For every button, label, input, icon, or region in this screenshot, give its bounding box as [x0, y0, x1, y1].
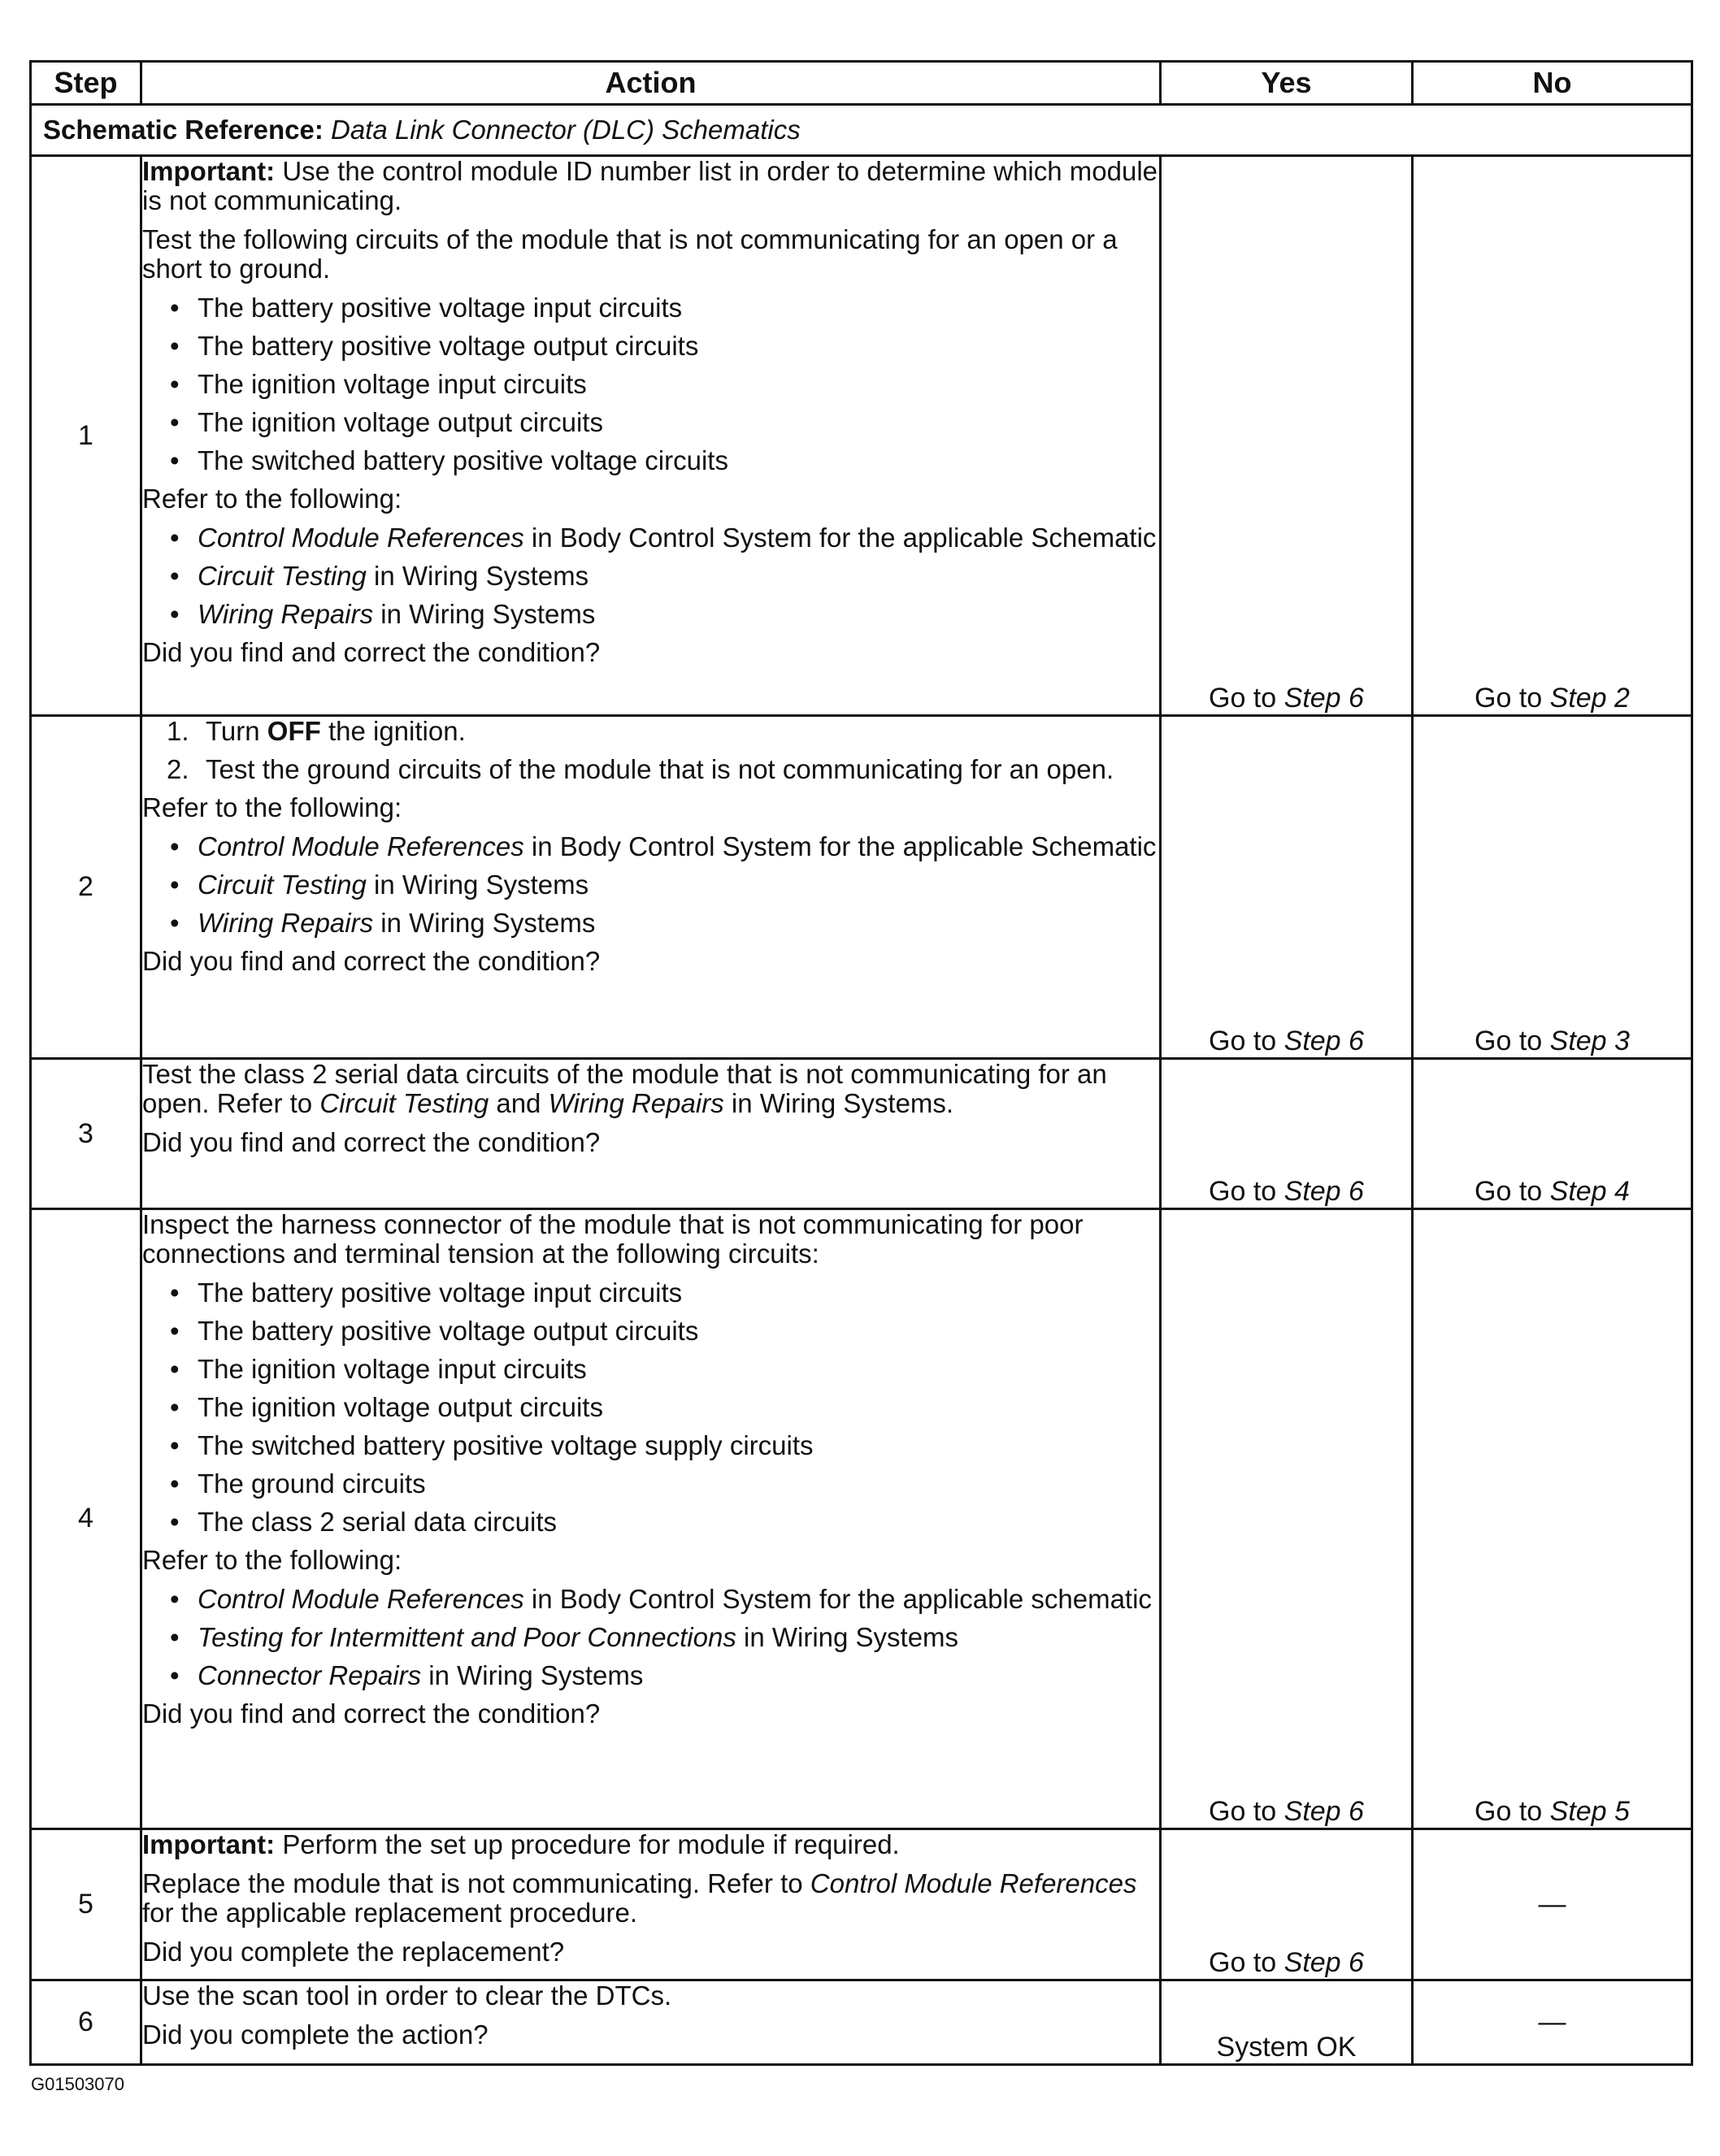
- no-cell: [1413, 156, 1692, 716]
- table-row: [31, 1980, 1692, 2064]
- refer-text: Refer to the following:: [142, 1544, 402, 1575]
- action-text-part: Test the class 2 serial data circuits of the module that is not communicating for an open. Refer to: [142, 1059, 1107, 1119]
- list-item: • The class 2 serial data circuits: [170, 1507, 1159, 1537]
- item-number: 1.: [167, 715, 189, 746]
- step-action: [141, 1980, 1161, 2064]
- reference-list: [142, 523, 1159, 629]
- action-text-part: and: [489, 1088, 549, 1119]
- reference-title: Wiring Repairs: [198, 907, 374, 938]
- no-cell: [1413, 715, 1692, 1059]
- reference-title: Control Module References: [810, 1868, 1137, 1898]
- list-item: [170, 1661, 1159, 1690]
- list-item: • The ignition voltage output circuits: [170, 1393, 1159, 1422]
- no-cell: —: [1413, 1828, 1692, 1980]
- reference-rest: in Wiring Systems: [366, 561, 589, 592]
- step-number: 5: [31, 1828, 141, 1980]
- action-text: [142, 1060, 1159, 1118]
- goto-target: Step 6: [1283, 1946, 1364, 1978]
- numbered-list: [142, 717, 1159, 784]
- diagnostic-table: [29, 60, 1693, 2066]
- list-item: • The ignition voltage input circuits: [170, 370, 1159, 399]
- list-item: [170, 1623, 1159, 1652]
- question-text: Did you find and correct the condition?: [142, 637, 601, 668]
- item-text: the ignition.: [320, 715, 466, 746]
- important-text: Use the control module ID number list in order to determine which module is not communicating.: [142, 156, 1158, 216]
- step-number: 4: [31, 1208, 141, 1828]
- table-row: [31, 715, 1692, 1059]
- goto-target: Step 4: [1549, 1175, 1630, 1207]
- action-text-part: in Wiring Systems.: [723, 1088, 954, 1119]
- yes-cell: [1161, 1059, 1413, 1208]
- reference-title: Circuit Testing: [198, 869, 367, 900]
- question-text: Did you complete the action?: [142, 2019, 489, 2050]
- table-row: [31, 1208, 1692, 1828]
- schematic-reference-value: Data Link Connector (DLC) Schematics: [331, 115, 801, 145]
- goto-target: Step 6: [1283, 1026, 1364, 1057]
- goto-prefix: Go to: [1209, 1175, 1284, 1207]
- item-text: Turn: [206, 715, 267, 746]
- goto-prefix: Go to: [1475, 1175, 1550, 1207]
- important-label: Important:: [142, 1828, 276, 1859]
- important-label: Important:: [142, 156, 276, 187]
- action-text-part: for the applicable replacement procedure.: [142, 1897, 638, 1928]
- important-note: [142, 1830, 1159, 1859]
- list-item: • The battery positive voltage output circuits: [170, 1317, 1159, 1346]
- goto-prefix: Go to: [1475, 1795, 1550, 1827]
- list-item: • The ground circuits: [170, 1469, 1159, 1499]
- list-item: [170, 832, 1159, 861]
- list-item: • The ignition voltage output circuits: [170, 408, 1159, 437]
- question-text: Did you find and correct the condition?: [142, 1698, 601, 1729]
- reference-list: [142, 1585, 1159, 1690]
- action-text: Use the scan tool in order to clear the DTCs.: [142, 1980, 672, 2011]
- step-action: [141, 1208, 1161, 1828]
- step-number: 3: [31, 1059, 141, 1208]
- goto-prefix: Go to: [1475, 682, 1550, 714]
- yes-cell: [1161, 156, 1413, 716]
- circuit-list: [142, 1278, 1159, 1537]
- refer-text: Refer to the following:: [142, 484, 402, 514]
- goto-target: Step 6: [1283, 1175, 1364, 1207]
- step-number: 2: [31, 715, 141, 1059]
- item-bold: OFF: [267, 715, 321, 746]
- list-item: [170, 1585, 1159, 1614]
- list-item: [170, 909, 1159, 938]
- reference-list: [142, 832, 1159, 938]
- yes-cell: System OK: [1161, 1980, 1413, 2064]
- list-item: [170, 523, 1159, 553]
- step-number: 6: [31, 1980, 141, 2064]
- action-intro: Test the following circuits of the module that is not communicating for an open or a short to ground.: [142, 224, 1118, 284]
- reference-title: Control Module References: [198, 831, 524, 861]
- reference-title: Wiring Repairs: [198, 599, 374, 630]
- action-text-part: Replace the module that is not communicating. Refer to: [142, 1868, 810, 1898]
- header-step: Step: [31, 62, 141, 105]
- item-text: Test the ground circuits of the module that is not communicating for an open.: [206, 753, 1114, 784]
- table-row: [31, 1828, 1692, 1980]
- step-number: 1: [31, 156, 141, 716]
- reference-title: Connector Repairs: [198, 1659, 422, 1690]
- header-action: Action: [141, 62, 1161, 105]
- reference-title: Control Module References: [198, 1583, 524, 1614]
- no-cell: [1413, 1059, 1692, 1208]
- reference-rest: in Body Control System for the applicable Schematic: [523, 831, 1157, 861]
- no-cell: —: [1413, 1980, 1692, 2064]
- list-item: • The switched battery positive voltage supply circuits: [170, 1431, 1159, 1460]
- table-row: [31, 1059, 1692, 1208]
- diagnostic-table-container: [29, 60, 1691, 2066]
- step-action: [141, 156, 1161, 716]
- goto-target: Step 3: [1549, 1026, 1630, 1057]
- list-item: [170, 600, 1159, 629]
- table-row: [31, 156, 1692, 716]
- reference-rest: in Wiring Systems: [373, 907, 596, 938]
- schematic-reference-label: Schematic Reference:: [43, 115, 324, 145]
- header-row: [31, 62, 1692, 105]
- goto-prefix: Go to: [1209, 1946, 1284, 1978]
- list-item: [167, 717, 1159, 746]
- important-text: Perform the set up procedure for module if required.: [282, 1828, 900, 1859]
- goto-target: Step 6: [1283, 1795, 1364, 1827]
- question-text: Did you complete the replacement?: [142, 1936, 565, 1967]
- reference-title: Wiring Repairs: [548, 1088, 724, 1119]
- goto-target: Step 6: [1283, 682, 1364, 714]
- yes-cell: [1161, 1208, 1413, 1828]
- reference-rest: in Wiring Systems: [421, 1659, 644, 1690]
- goto-prefix: Go to: [1209, 1795, 1284, 1827]
- goto-prefix: Go to: [1209, 1026, 1284, 1057]
- reference-rest: in Body Control System for the applicable schematic: [523, 1583, 1152, 1614]
- step-action: [141, 715, 1161, 1059]
- reference-rest: in Body Control System for the applicable Schematic: [523, 523, 1157, 553]
- list-item: [170, 870, 1159, 900]
- question-text: Did you find and correct the condition?: [142, 945, 601, 976]
- list-item: • The battery positive voltage input circuits: [170, 1278, 1159, 1308]
- action-text: [142, 1869, 1159, 1928]
- reference-title: Circuit Testing: [319, 1088, 489, 1119]
- schematic-reference-cell: [31, 105, 1692, 156]
- question-text: Did you find and correct the condition?: [142, 1127, 601, 1158]
- goto-prefix: Go to: [1475, 1026, 1550, 1057]
- reference-title: Testing for Intermittent and Poor Connections: [198, 1621, 736, 1652]
- reference-rest: in Wiring Systems: [366, 869, 589, 900]
- list-item: • The battery positive voltage output circuits: [170, 332, 1159, 361]
- list-item: • The battery positive voltage input circuits: [170, 293, 1159, 323]
- goto-target: Step 2: [1549, 682, 1630, 714]
- reference-title: Circuit Testing: [198, 561, 367, 592]
- list-item: • The switched battery positive voltage circuits: [170, 446, 1159, 475]
- yes-cell: [1161, 1828, 1413, 1980]
- reference-rest: in Wiring Systems: [373, 599, 596, 630]
- circuit-list: [142, 293, 1159, 475]
- list-item: [167, 755, 1159, 784]
- step-action: [141, 1828, 1161, 1980]
- goto-target: Step 5: [1549, 1795, 1630, 1827]
- yes-cell: [1161, 715, 1413, 1059]
- no-cell: [1413, 1208, 1692, 1828]
- refer-text: Refer to the following:: [142, 792, 402, 822]
- list-item: [170, 562, 1159, 591]
- header-yes: Yes: [1161, 62, 1413, 105]
- figure-id: G01503070: [31, 2074, 124, 2094]
- reference-rest: in Wiring Systems: [736, 1621, 959, 1652]
- schematic-reference-row: [31, 105, 1692, 156]
- list-item: • The ignition voltage input circuits: [170, 1355, 1159, 1384]
- step-action: [141, 1059, 1161, 1208]
- item-number: 2.: [167, 753, 189, 784]
- important-note: [142, 157, 1159, 215]
- header-no: No: [1413, 62, 1692, 105]
- reference-title: Control Module References: [198, 523, 524, 553]
- goto-prefix: Go to: [1209, 682, 1284, 714]
- action-intro: Inspect the harness connector of the module that is not communicating for poor connections and terminal tension at the following circuits:: [142, 1208, 1084, 1269]
